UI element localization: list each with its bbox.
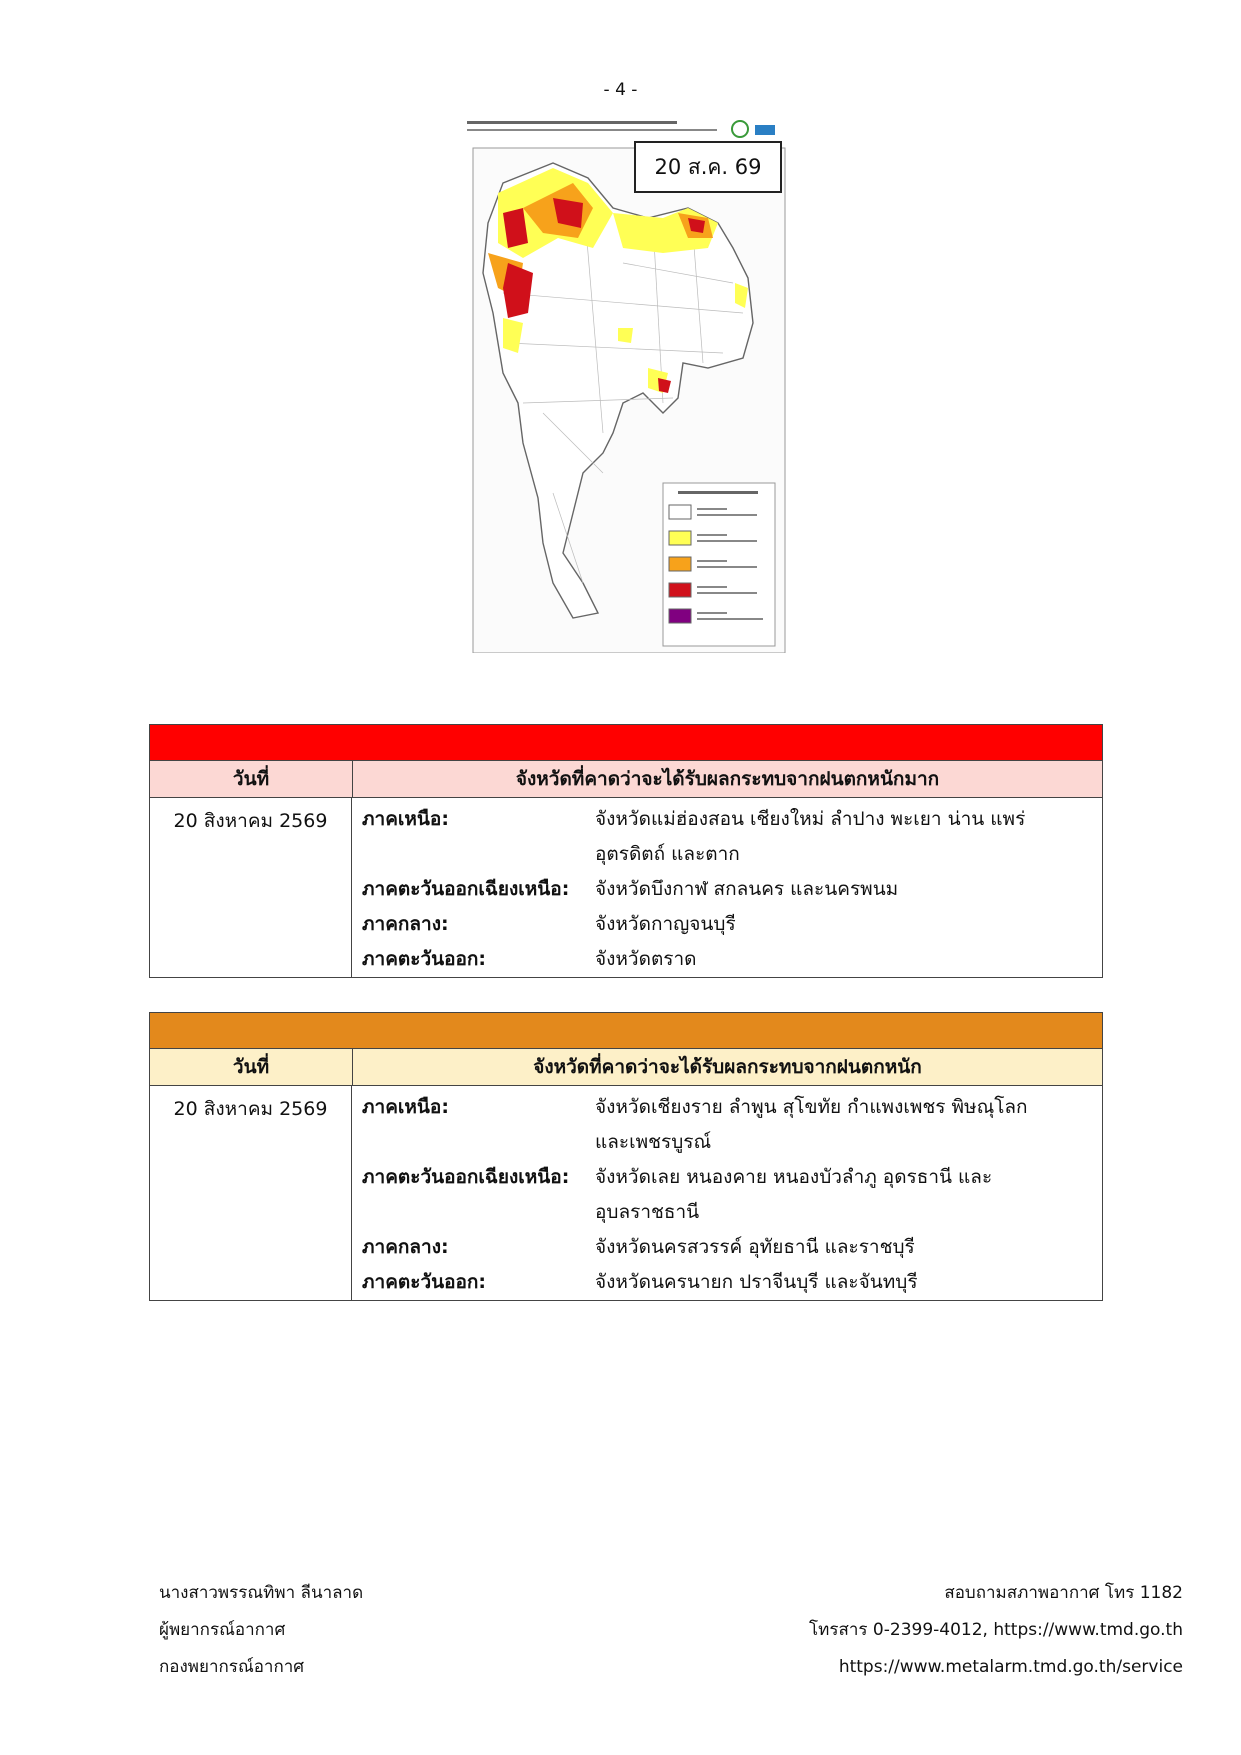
forecaster-signature bbox=[159, 1575, 363, 1686]
forecaster-division: กองพยากรณ์อากาศ bbox=[159, 1657, 305, 1677]
province-list: จังหวัดแม่ฮ่องสอน เชียงใหม่ ลำปาง พะเยา น่าน แพร่ อุตรดิตถ์ และตาก bbox=[595, 808, 1026, 865]
legend-swatch-none bbox=[669, 505, 691, 519]
col-provinces-header: จังหวัดที่คาดว่าจะได้รับผลกระทบจากฝนตกหนัก bbox=[533, 1056, 922, 1078]
forecaster-title: ผู้พยากรณ์อากาศ bbox=[159, 1620, 286, 1640]
forecaster-name: นางสาวพรรณทิพา ลีนาลาด bbox=[159, 1583, 364, 1603]
region-name: ภาคตะวันออก: bbox=[362, 948, 487, 970]
map-legend bbox=[663, 483, 775, 646]
region-name: ภาคกลาง: bbox=[362, 913, 449, 935]
table-header bbox=[150, 761, 1102, 798]
region-name: ภาคตะวันออกเฉียงเหนือ: bbox=[362, 1166, 570, 1188]
col-provinces-header: จังหวัดที่คาดว่าจะได้รับผลกระทบจากฝนตกหนักมาก bbox=[515, 768, 940, 790]
region-row bbox=[362, 1265, 1102, 1300]
legend-swatch-light bbox=[669, 531, 691, 545]
region-name: ภาคกลาง: bbox=[362, 1236, 449, 1258]
thailand-map-graphic bbox=[463, 113, 793, 653]
province-list: จังหวัดเลย หนองคาย หนองบัวลำภู อุดรธานี และอุบลราชธานี bbox=[595, 1166, 993, 1223]
region-row bbox=[362, 907, 1102, 942]
province-list: จังหวัดตราด bbox=[595, 948, 697, 970]
table-body bbox=[150, 798, 1102, 977]
page-number: - 4 - bbox=[603, 80, 638, 100]
region-row bbox=[362, 942, 1102, 977]
province-list: จังหวัดเชียงราย ลำพูน สุโขทัย กำแพงเพชร พิษณุโลก และเพชรบูรณ์ bbox=[595, 1096, 1028, 1153]
region-name: ภาคเหนือ: bbox=[362, 808, 449, 830]
region-row bbox=[362, 1160, 1102, 1230]
region-row bbox=[362, 1090, 1102, 1160]
map-header-text bbox=[467, 121, 677, 124]
region-row bbox=[362, 1230, 1102, 1265]
legend-swatch-extreme bbox=[669, 609, 691, 623]
rainfall-map bbox=[463, 113, 793, 653]
col-date-header: วันที่ bbox=[150, 1049, 353, 1085]
region-row bbox=[362, 872, 1102, 907]
very-heavy-rain-table bbox=[149, 724, 1103, 978]
region-name: ภาคตะวันออกเฉียงเหนือ: bbox=[362, 878, 570, 900]
legend-swatch-moderate bbox=[669, 557, 691, 571]
heavy-rain-color-bar bbox=[150, 1013, 1102, 1049]
province-list: จังหวัดบึงกาฬ สกลนคร และนครพนม bbox=[595, 878, 899, 900]
contact-info bbox=[809, 1575, 1183, 1686]
col-date-header: วันที่ bbox=[150, 761, 353, 797]
province-list: จังหวัดนครนายก ปราจีนบุรี และจันทบุรี bbox=[595, 1271, 918, 1293]
forecast-date: 20 สิงหาคม 2569 bbox=[150, 798, 352, 977]
province-list: จังหวัดกาญจนบุรี bbox=[595, 913, 736, 935]
tmd-logo-icon bbox=[755, 125, 775, 135]
very-heavy-rain-color-bar bbox=[150, 725, 1102, 761]
map-date-label: 20 ส.ค. 69 bbox=[634, 141, 782, 193]
legend-swatch-heavy bbox=[669, 583, 691, 597]
heavy-rain-table bbox=[149, 1012, 1103, 1301]
region-name: ภาคเหนือ: bbox=[362, 1096, 449, 1118]
region-name: ภาคตะวันออก: bbox=[362, 1271, 487, 1293]
contact-service-link[interactable]: https://www.metalarm.tmd.go.th/service bbox=[838, 1657, 1183, 1677]
region-row bbox=[362, 802, 1102, 872]
table-body bbox=[150, 1086, 1102, 1300]
contact-fax-website: โทรสาร 0-2399-4012, https://www.tmd.go.th bbox=[809, 1620, 1183, 1640]
table-header bbox=[150, 1049, 1102, 1086]
contact-phone: สอบถามสภาพอากาศ โทร 1182 bbox=[944, 1583, 1183, 1603]
forecast-date: 20 สิงหาคม 2569 bbox=[150, 1086, 352, 1300]
province-list: จังหวัดนครสวรรค์ อุทัยธานี และราชบุรี bbox=[595, 1236, 915, 1258]
